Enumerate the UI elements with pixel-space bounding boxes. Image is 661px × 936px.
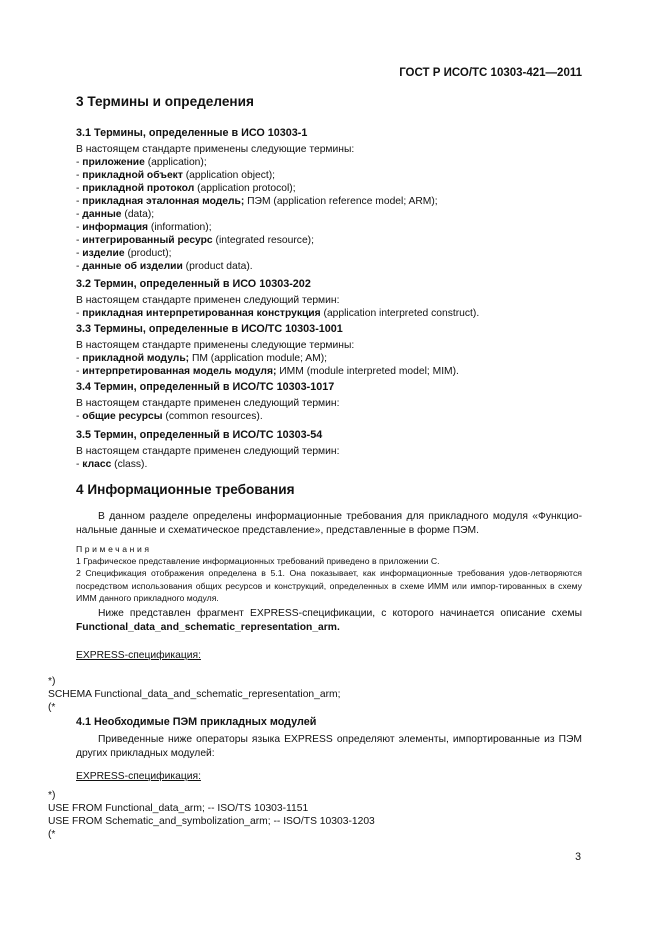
code-line: (* — [48, 829, 56, 840]
express-spec-label: EXPRESS-спецификация: — [76, 650, 201, 661]
term-name: приложение — [82, 157, 145, 168]
term-rest: (common resources). — [162, 411, 263, 422]
term-rest: (class). — [111, 459, 148, 470]
subsection-3-4-title: 3.4 Термин, определенный в ИСО/ТС 10303-1017 — [76, 381, 335, 393]
term-name: общие ресурсы — [82, 411, 163, 422]
term-rest: (data); — [121, 209, 155, 220]
term-rest: (product data). — [182, 261, 253, 272]
code-line: *) — [48, 676, 56, 687]
term-item: - прикладная интерпретированная конструкция (application interpreted construct). — [76, 308, 480, 319]
code-line: *) — [48, 790, 56, 801]
term-rest: ИММ (module interpreted model; MIM). — [276, 366, 459, 377]
term-name: данные — [82, 209, 122, 220]
subsection-4-1-title: 4.1 Необходимые ПЭМ прикладных модулей — [76, 716, 317, 728]
section-4-title: 4 Информационные требования — [76, 482, 295, 497]
term-rest: ПЭМ (application reference model; ARM); — [244, 196, 438, 207]
term-name: информация — [82, 222, 149, 233]
note-text: 1 Графическое представление информационных требований приведено в приложении С. — [76, 556, 440, 566]
subsection-3-3-title: 3.3 Термины, определенные в ИСО/ТС 10303-1001 — [76, 323, 343, 335]
term-item: - данные (data); — [76, 209, 155, 220]
schema-name: Functional_data_and_schematic_representation_arm. — [76, 621, 340, 633]
term-rest: (product); — [124, 248, 172, 259]
paragraph-text: Приведенные ниже операторы языка EXPRESS определяют элементы, импортированные из ПЭМ других прикладных модулей: — [76, 734, 582, 759]
term-name: класс — [82, 459, 112, 470]
code-line: USE FROM Schematic_and_symbolization_arm; -- ISO/TS 10303-1203 — [48, 816, 375, 827]
subsection-3-4-intro: В настоящем стандарте применен следующий термин: — [76, 398, 340, 409]
code-line: (* — [48, 702, 56, 713]
term-item: - прикладной объект (application object); — [76, 170, 276, 181]
paragraph-text: В данном разделе определены информационные требования для прикладного модуля «Функцио-нальные данные и схематическое представление», представленные в форме ПЭМ. — [76, 511, 582, 536]
subsection-3-1-title: 3.1 Термины, определенные в ИСО 10303-1 — [76, 127, 308, 139]
term-name: данные об изделии — [82, 261, 183, 272]
express-intro-paragraph — [76, 607, 582, 634]
subsection-3-2-title: 3.2 Термин, определенный в ИСО 10303-202 — [76, 278, 311, 290]
term-rest: ПМ (application module; AM); — [189, 353, 327, 364]
term-item: - изделие (product); — [76, 248, 172, 259]
term-name: прикладной модуль; — [82, 353, 190, 364]
term-name: прикладная интерпретированная конструкция — [82, 308, 321, 319]
term-item: - прикладной модуль; ПМ (application module; AM); — [76, 353, 327, 364]
term-name: прикладная эталонная модель; — [82, 196, 245, 207]
express-spec-label: EXPRESS-спецификация: — [76, 771, 201, 782]
term-rest: (application interpreted construct). — [320, 308, 480, 319]
term-item: - прикладная эталонная модель; ПЭМ (application reference model; ARM); — [76, 196, 438, 207]
term-rest: (integrated resource); — [212, 235, 314, 246]
term-item: - класс (class). — [76, 459, 148, 470]
subsection-3-5-intro: В настоящем стандарте применен следующий термин: — [76, 446, 340, 457]
term-item: - интерпретированная модель модуля; ИММ (module interpreted model; MIM). — [76, 366, 459, 377]
term-name: изделие — [82, 248, 125, 259]
term-item: - данные об изделии (product data). — [76, 261, 253, 272]
term-rest: (application protocol); — [194, 183, 296, 194]
term-rest: (information); — [148, 222, 212, 233]
term-name: интегрированный ресурс — [82, 235, 213, 246]
term-rest: (application object); — [182, 170, 276, 181]
term-item: - информация (information); — [76, 222, 212, 233]
term-name: прикладной объект — [82, 170, 183, 181]
note-text: 2 Спецификация отображения определена в 5.1. Она показывает, как информационные требования удов-летворяются посредством использования общих ресурсов и конструкций, определенных в схеме ИММ или импор-тированных в схему ИММ данного прикладного модуля. — [76, 568, 582, 604]
standard-designation: ГОСТ Р ИСО/ТС 10303-421—2011 — [399, 67, 582, 79]
subsection-3-2-intro: В настоящем стандарте применен следующий термин: — [76, 295, 340, 306]
notes-heading: Примечания — [76, 544, 152, 554]
note-1 — [76, 555, 582, 568]
section-3-title: 3 Термины и определения — [76, 94, 254, 109]
term-item: - прикладной протокол (application protocol); — [76, 183, 296, 194]
subsection-3-3-intro: В настоящем стандарте применены следующие термины: — [76, 340, 355, 351]
note-2 — [76, 567, 582, 605]
code-line: SCHEMA Functional_data_and_schematic_representation_arm; — [48, 689, 341, 700]
term-item: - приложение (application); — [76, 157, 207, 168]
term-rest: (application); — [144, 157, 207, 168]
page-number: 3 — [575, 851, 581, 863]
code-line: USE FROM Functional_data_arm; -- ISO/TS 10303-1151 — [48, 803, 309, 814]
subsection-3-5-title: 3.5 Термин, определенный в ИСО/ТС 10303-54 — [76, 429, 323, 441]
term-item: - интегрированный ресурс (integrated resource); — [76, 235, 314, 246]
subsection-3-1-intro: В настоящем стандарте применены следующие термины: — [76, 144, 355, 155]
term-name: интерпретированная модель модуля; — [82, 366, 277, 377]
section-4-intro-paragraph — [76, 510, 582, 537]
subsection-4-1-paragraph — [76, 733, 582, 760]
term-name: прикладной протокол — [82, 183, 195, 194]
term-item: - общие ресурсы (common resources). — [76, 411, 263, 422]
paragraph-text: Ниже представлен фрагмент EXPRESS-спецификации, с которого начинается описание схемы — [98, 608, 582, 619]
